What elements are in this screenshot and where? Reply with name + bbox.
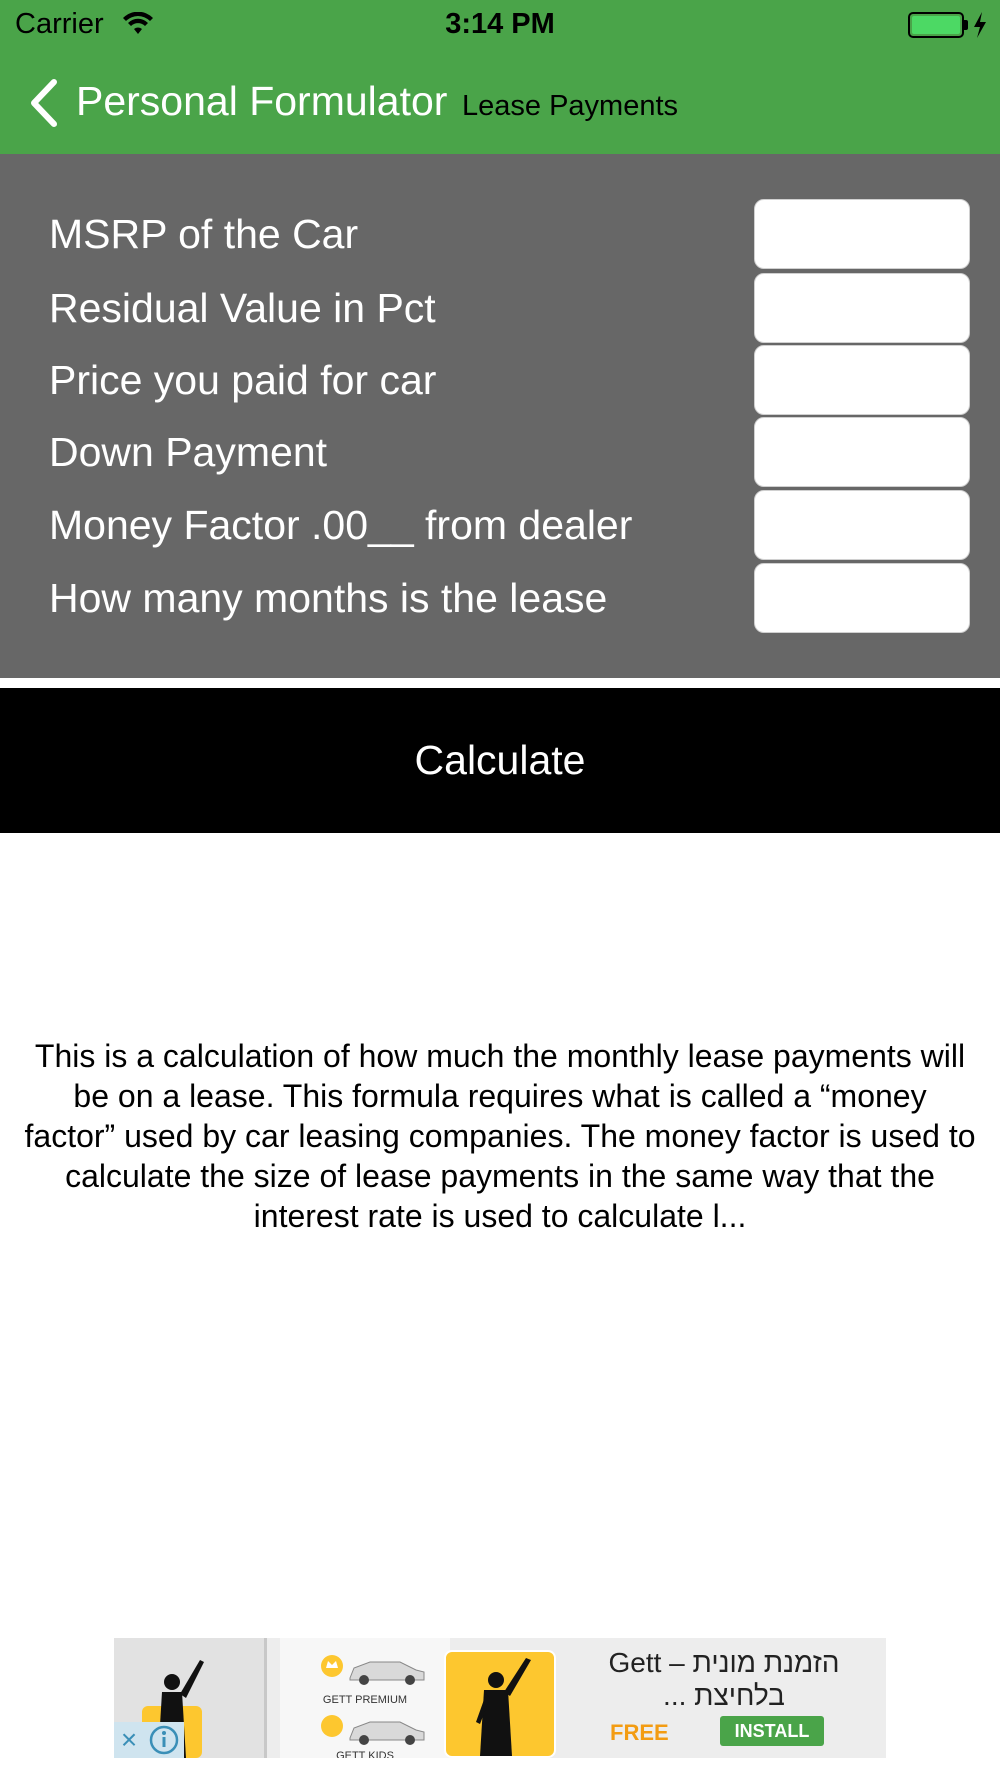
gett-app-icon bbox=[444, 1650, 556, 1758]
formula-description: This is a calculation of how much the monthly lease payments will be on a lease. This formula requires what is called a “money factor” used by car leasing companies. The money factor is used to calculate the size of lease payments in the same way that the interest rate is used to calculate l... bbox=[24, 1038, 976, 1234]
price-paid-input[interactable] bbox=[754, 345, 970, 415]
ad-title: הזמנת מונית – Gett בלחיצת ... bbox=[608, 1647, 840, 1711]
divider bbox=[0, 678, 1000, 688]
money-factor-input[interactable] bbox=[754, 490, 970, 560]
premium-car-icon bbox=[320, 1652, 430, 1688]
residual-label: Residual Value in Pct bbox=[49, 285, 436, 331]
ad-install-button[interactable]: INSTALL bbox=[720, 1716, 824, 1746]
ad-price-label: FREE bbox=[610, 1720, 669, 1745]
page-title: Lease Payments bbox=[462, 90, 679, 122]
back-chevron-icon[interactable] bbox=[26, 78, 66, 128]
down-payment-input[interactable] bbox=[754, 417, 970, 487]
battery-tip bbox=[964, 20, 968, 30]
kids-car-icon bbox=[320, 1712, 430, 1748]
msrp-input[interactable] bbox=[754, 199, 970, 269]
form-row-down-payment bbox=[0, 417, 1000, 487]
down-payment-label: Down Payment bbox=[49, 429, 328, 475]
form-row-residual bbox=[0, 273, 1000, 343]
car-label-kids: GETT KIDS bbox=[336, 1750, 394, 1758]
ad-separator bbox=[264, 1638, 267, 1758]
price-paid-label: Price you paid for car bbox=[49, 357, 437, 403]
ad-banner[interactable] bbox=[114, 1638, 886, 1758]
money-factor-label: Money Factor .00__ from dealer bbox=[49, 502, 633, 548]
charging-bolt-icon bbox=[972, 12, 988, 38]
residual-input[interactable] bbox=[754, 273, 970, 343]
form-row-msrp bbox=[0, 199, 1000, 269]
status-bar bbox=[0, 0, 1000, 50]
navigation-bar bbox=[0, 0, 1000, 154]
back-button[interactable]: Personal Formulator bbox=[76, 78, 448, 124]
battery-icon bbox=[908, 12, 964, 38]
ad-close-button[interactable]: × bbox=[114, 1722, 144, 1758]
car-label-premium: GETT PREMIUM bbox=[322, 1694, 408, 1706]
calculate-button[interactable]: Calculate bbox=[0, 688, 1000, 833]
lease-months-input[interactable] bbox=[754, 563, 970, 633]
form-row-lease-months bbox=[0, 563, 1000, 633]
form-row-price-paid bbox=[0, 345, 1000, 415]
lease-months-label: How many months is the lease bbox=[49, 575, 608, 621]
lease-form bbox=[0, 154, 1000, 678]
clock-time: 3:14 PM bbox=[445, 8, 555, 40]
ad-cars-panel bbox=[280, 1638, 450, 1758]
msrp-label: MSRP of the Car bbox=[49, 211, 359, 257]
form-row-money-factor bbox=[0, 490, 1000, 560]
carrier-label: Carrier bbox=[15, 8, 104, 40]
ad-info-icon[interactable] bbox=[144, 1722, 184, 1758]
person-waving-logo-icon bbox=[446, 1652, 554, 1756]
